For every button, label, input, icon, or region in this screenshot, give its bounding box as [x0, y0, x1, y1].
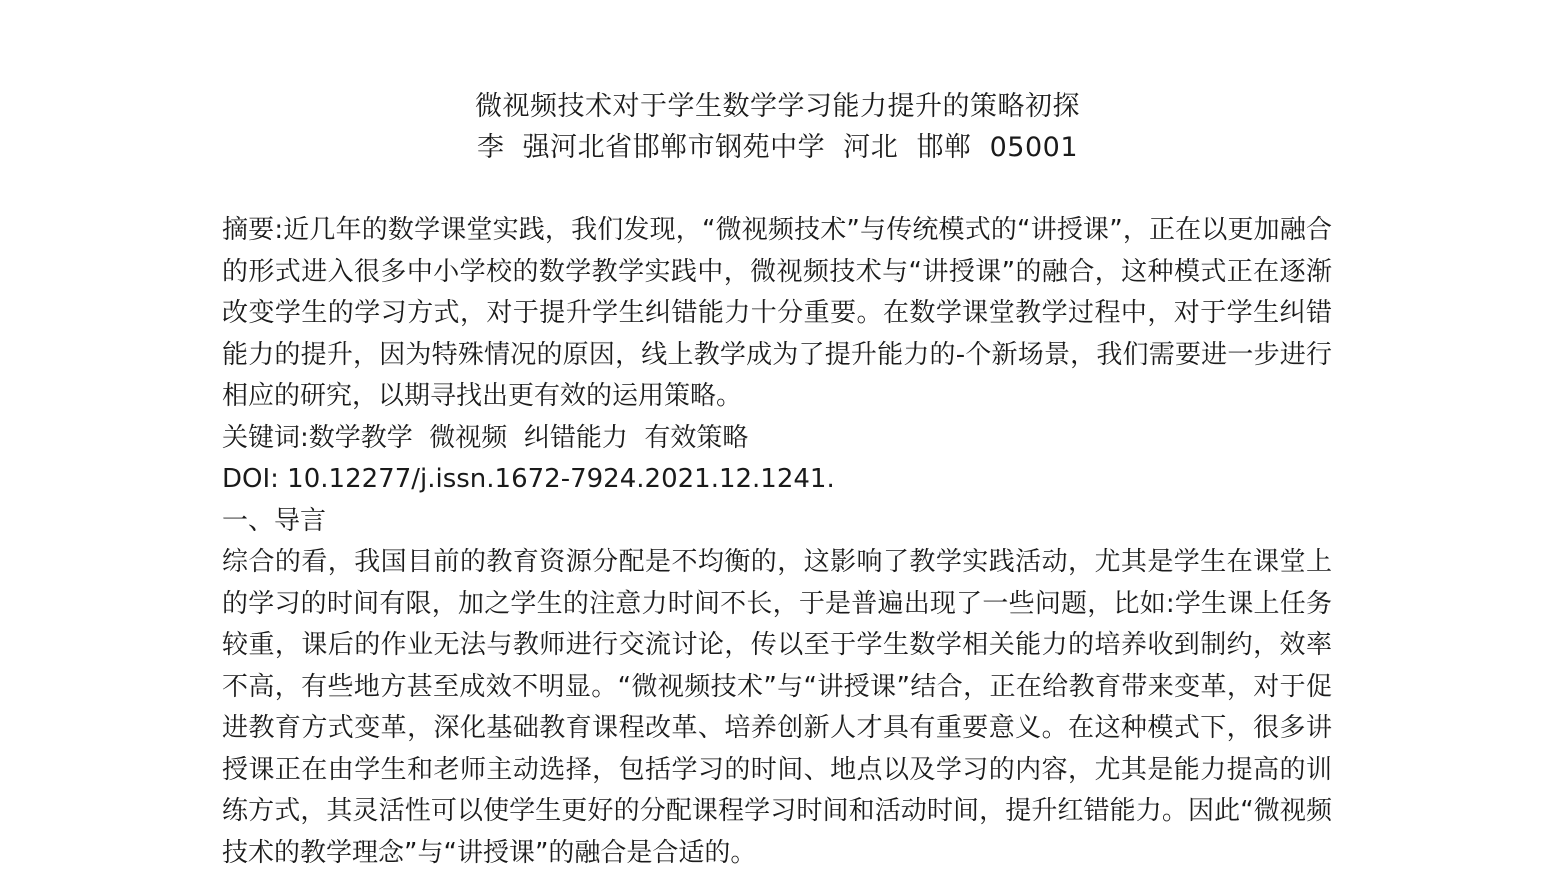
abstract-paragraph: 摘要:近几年的数学课堂实践，我们发现，“微视频技术”与传统模式的“讲授课”，正在以更加融合的形式进入很多中小学校的数学教学实践中，微视频技术与“讲授课”的融合，这种模式正在逐渐改变学生的学习方式，对于提升学生纠错能力十分重要。在数学课堂教学过程中，对于学生纠错能力的提升，因为特殊情况的原因，线上教学成为了提升能力的-个新场景，我们需要进一步进行相应的研究，以期寻找出更有效的运用策略。	[222, 215, 1332, 411]
doi-line: DOI: 10.12277/j.issn.1672-7924.2021.12.1241.	[222, 464, 835, 494]
paper-header	[0, 86, 1555, 168]
keywords-line: 关键词:数学教学 微视频 纠错能力 有效策略	[222, 422, 749, 453]
section-heading: 一、导言	[222, 505, 327, 536]
introduction-paragraph: 综合的看，我国目前的教育资源分配是不均衡的，这影响了教学实践活动，尤其是学生在课堂上的学习的时间有限，加之学生的注意力时间不长，于是普遍出现了一些问题，比如:学生课上任务较重，课后的作业无法与教师进行交流讨论，传以至于学生数学相关能力的培养收到制约，效率不高，有些地方甚至成效不明显。“微视频技术”与“讲授课”结合，正在给教育带来变革，对于促进教育方式变革，深化基础教育课程改革、培养创新人才具有重要意义。在这种模式下，很多讲授课正在由学生和老师主动选择，包括学习的时间、地点以及学习的内容，尤其是能力提高的训练方式，其灵活性可以使学生更好的分配课程学习时间和活动时间，提升红错能力。因此“微视频技术的教学理念”与“讲授课”的融合是合适的。	[222, 547, 1332, 868]
paper-title: 微视频技术对于学生数学学习能力提升的策略初探	[475, 91, 1080, 122]
paper-body	[222, 210, 1332, 874]
author-affiliation: 李 强河北省邯郸市钢苑中学 河北 邯郸 05001	[476, 132, 1079, 163]
